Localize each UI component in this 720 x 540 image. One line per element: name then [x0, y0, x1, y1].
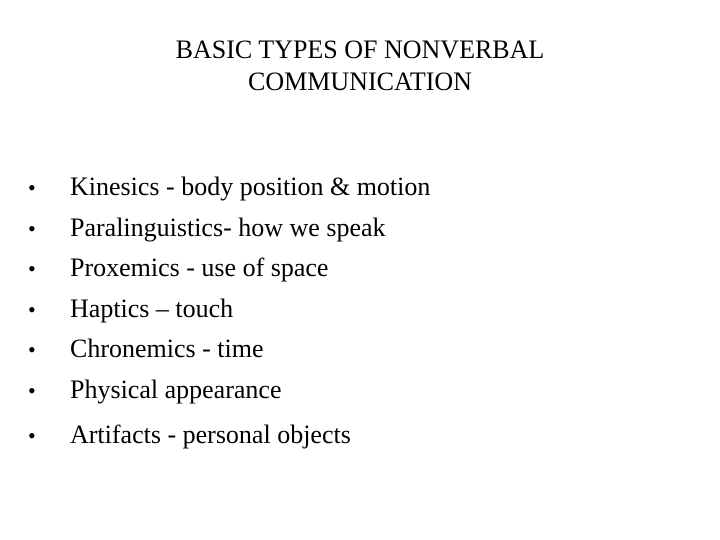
list-item-text: Kinesics - body position & motion: [70, 172, 431, 201]
list-item-text: Physical appearance: [70, 374, 282, 404]
list-item: [28, 213, 430, 254]
bullet-icon: •: [28, 256, 36, 281]
list-item-text: Artifacts - personal objects: [70, 420, 351, 449]
list-item: [28, 420, 430, 461]
bullet-list: [28, 172, 430, 461]
list-item: [28, 253, 430, 294]
list-item: [28, 334, 430, 375]
list-item: [28, 172, 430, 213]
bullet-icon: •: [28, 337, 36, 362]
bullet-icon: •: [28, 423, 36, 448]
list-item-text: Proxemics - use of space: [70, 253, 329, 282]
list-item: [28, 294, 430, 335]
bullet-icon: •: [28, 175, 36, 200]
slide-title: [0, 34, 720, 98]
list-item: [28, 375, 430, 416]
slide-title-line-2: COMMUNICATION: [248, 67, 472, 96]
bullet-icon: •: [28, 377, 36, 403]
list-item-text: Chronemics - time: [70, 334, 264, 363]
list-item-text: Paralinguistics- how we speak: [70, 212, 386, 242]
slide-title-line-1: BASIC TYPES OF NONVERBAL: [175, 35, 545, 64]
bullet-icon: •: [28, 215, 36, 241]
list-item-text: Haptics – touch: [70, 293, 234, 323]
bullet-icon: •: [28, 296, 36, 322]
